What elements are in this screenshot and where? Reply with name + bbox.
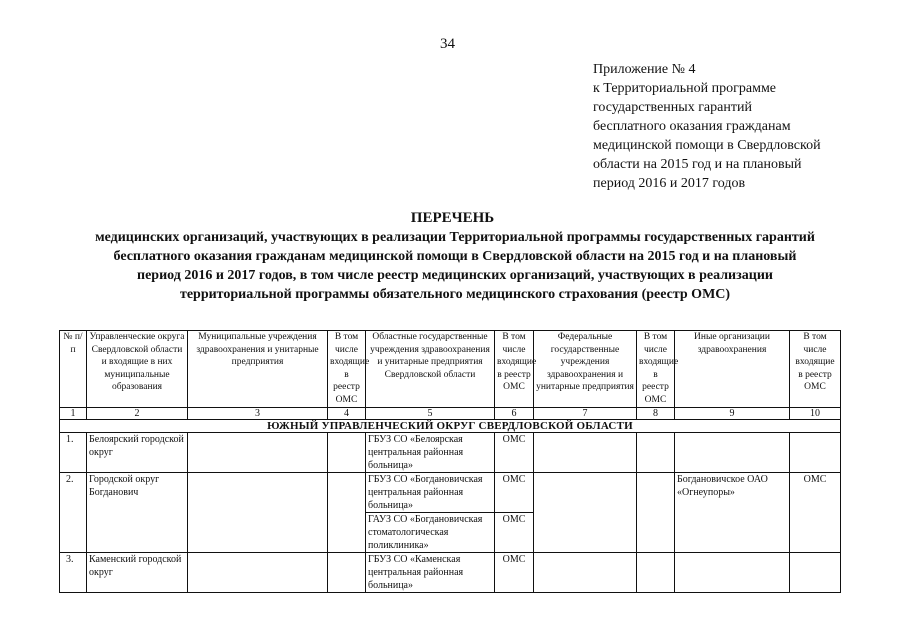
- appendix-line: Приложение № 4: [593, 62, 696, 77]
- subtitle-line: бесплатного оказания гражданам медицинской помощи в Свердловской области на 2015 год и на плановый: [113, 249, 797, 264]
- municipal-oms-cell: [328, 473, 366, 553]
- regional-cell: ГАУЗ СО «Богдановичская стоматологическая поликлиника»: [366, 513, 495, 553]
- table-row: [60, 553, 841, 593]
- appendix-line: к Территориальной программе: [593, 81, 777, 96]
- appendix-line: медицинской помощи в Свердловской: [593, 138, 821, 153]
- header-cell-regional: Областные государственные учреждения здравоохранения и унитарные предприятия Свердловской области: [366, 331, 495, 408]
- column-number: 5: [366, 408, 495, 420]
- federal-oms-cell: [637, 433, 675, 473]
- federal-oms-cell: [637, 473, 675, 553]
- other-oms-cell: [790, 553, 841, 593]
- municipal-cell: [188, 473, 328, 553]
- document-subtitle: [30, 228, 880, 304]
- federal-cell: [534, 433, 637, 473]
- municipal-cell: [188, 553, 328, 593]
- table-row: [60, 473, 841, 513]
- column-number: 6: [495, 408, 534, 420]
- header-cell-district: Управленческие округа Свердловской области и входящие в них муниципальные образования: [87, 331, 188, 408]
- column-number: 10: [790, 408, 841, 420]
- header-cell-federal-oms: В том числе входящие в реестр ОМС: [637, 331, 675, 408]
- other-cell: Богдановичское ОАО «Огнеупоры»: [675, 473, 790, 553]
- regional-oms-cell: ОМС: [495, 433, 534, 473]
- municipal-cell: [188, 433, 328, 473]
- appendix-line: государственных гарантий: [593, 100, 752, 115]
- page-number: 34: [440, 36, 455, 52]
- regional-cell: ГБУЗ СО «Белоярская центральная районная больница»: [366, 433, 495, 473]
- header-cell-number: № п/п: [60, 331, 87, 408]
- appendix-note: [593, 60, 893, 193]
- regional-cell: ГБУЗ СО «Каменская центральная районная больница»: [366, 553, 495, 593]
- district-cell: Каменский городской округ: [87, 553, 188, 593]
- municipal-oms-cell: [328, 553, 366, 593]
- header-cell-municipal: Муниципальные учреждения здравоохранения и унитарные предприятия: [188, 331, 328, 408]
- regional-oms-cell: ОМС: [495, 513, 534, 553]
- header-cell-other-oms: В том числе входящие в реестр ОМС: [790, 331, 841, 408]
- federal-oms-cell: [637, 553, 675, 593]
- document-title: ПЕРЕЧЕНЬ: [410, 210, 495, 226]
- column-number: 9: [675, 408, 790, 420]
- row-number: 2.: [60, 473, 87, 553]
- municipal-oms-cell: [328, 433, 366, 473]
- section-row: [60, 420, 841, 433]
- appendix-line: бесплатного оказания гражданам: [593, 119, 791, 134]
- header-cell-municipal-oms: В том числе входящие в реестр ОМС: [328, 331, 366, 408]
- column-number-row: [60, 408, 841, 420]
- column-number: 3: [188, 408, 328, 420]
- other-oms-cell: ОМС: [790, 473, 841, 553]
- federal-cell: [534, 473, 637, 553]
- header-cell-federal: Федеральные государственные учреждения здравоохранения и унитарные предприятия: [534, 331, 637, 408]
- table-header-row: [60, 331, 841, 408]
- regional-oms-cell: ОМС: [495, 473, 534, 513]
- section-title: ЮЖНЫЙ УПРАВЛЕНЧЕСКИЙ ОКРУГ СВЕРДЛОВСКОЙ ОБЛАСТИ: [60, 420, 841, 433]
- other-oms-cell: [790, 433, 841, 473]
- column-number: 7: [534, 408, 637, 420]
- column-number: 8: [637, 408, 675, 420]
- row-number: 3.: [60, 553, 87, 593]
- header-cell-regional-oms: В том числе входящие в реестр ОМС: [495, 331, 534, 408]
- other-cell: [675, 433, 790, 473]
- federal-cell: [534, 553, 637, 593]
- appendix-line: области на 2015 год и на плановый: [593, 157, 802, 172]
- column-number: 1: [60, 408, 87, 420]
- header-cell-other: Иные организации здравоохранения: [675, 331, 790, 408]
- row-number: 1.: [60, 433, 87, 473]
- district-cell: Городской округ Богданович: [87, 473, 188, 553]
- organizations-table: [59, 330, 841, 593]
- other-cell: [675, 553, 790, 593]
- regional-oms-cell: ОМС: [495, 553, 534, 593]
- appendix-line: период 2016 и 2017 годов: [593, 176, 746, 191]
- table-row: [60, 433, 841, 473]
- district-cell: Белоярский городской округ: [87, 433, 188, 473]
- column-number: 2: [87, 408, 188, 420]
- subtitle-line: территориальной программы обязательного медицинского страхования (реестр ОМС): [179, 287, 731, 302]
- column-number: 4: [328, 408, 366, 420]
- regional-cell: ГБУЗ СО «Богдановичская центральная районная больница»: [366, 473, 495, 513]
- subtitle-line: медицинских организаций, участвующих в реализации Территориальной программы государственных гарантий: [95, 230, 815, 245]
- subtitle-line: период 2016 и 2017 годов, в том числе реестр медицинских организаций, участвующих в реализации: [137, 268, 773, 283]
